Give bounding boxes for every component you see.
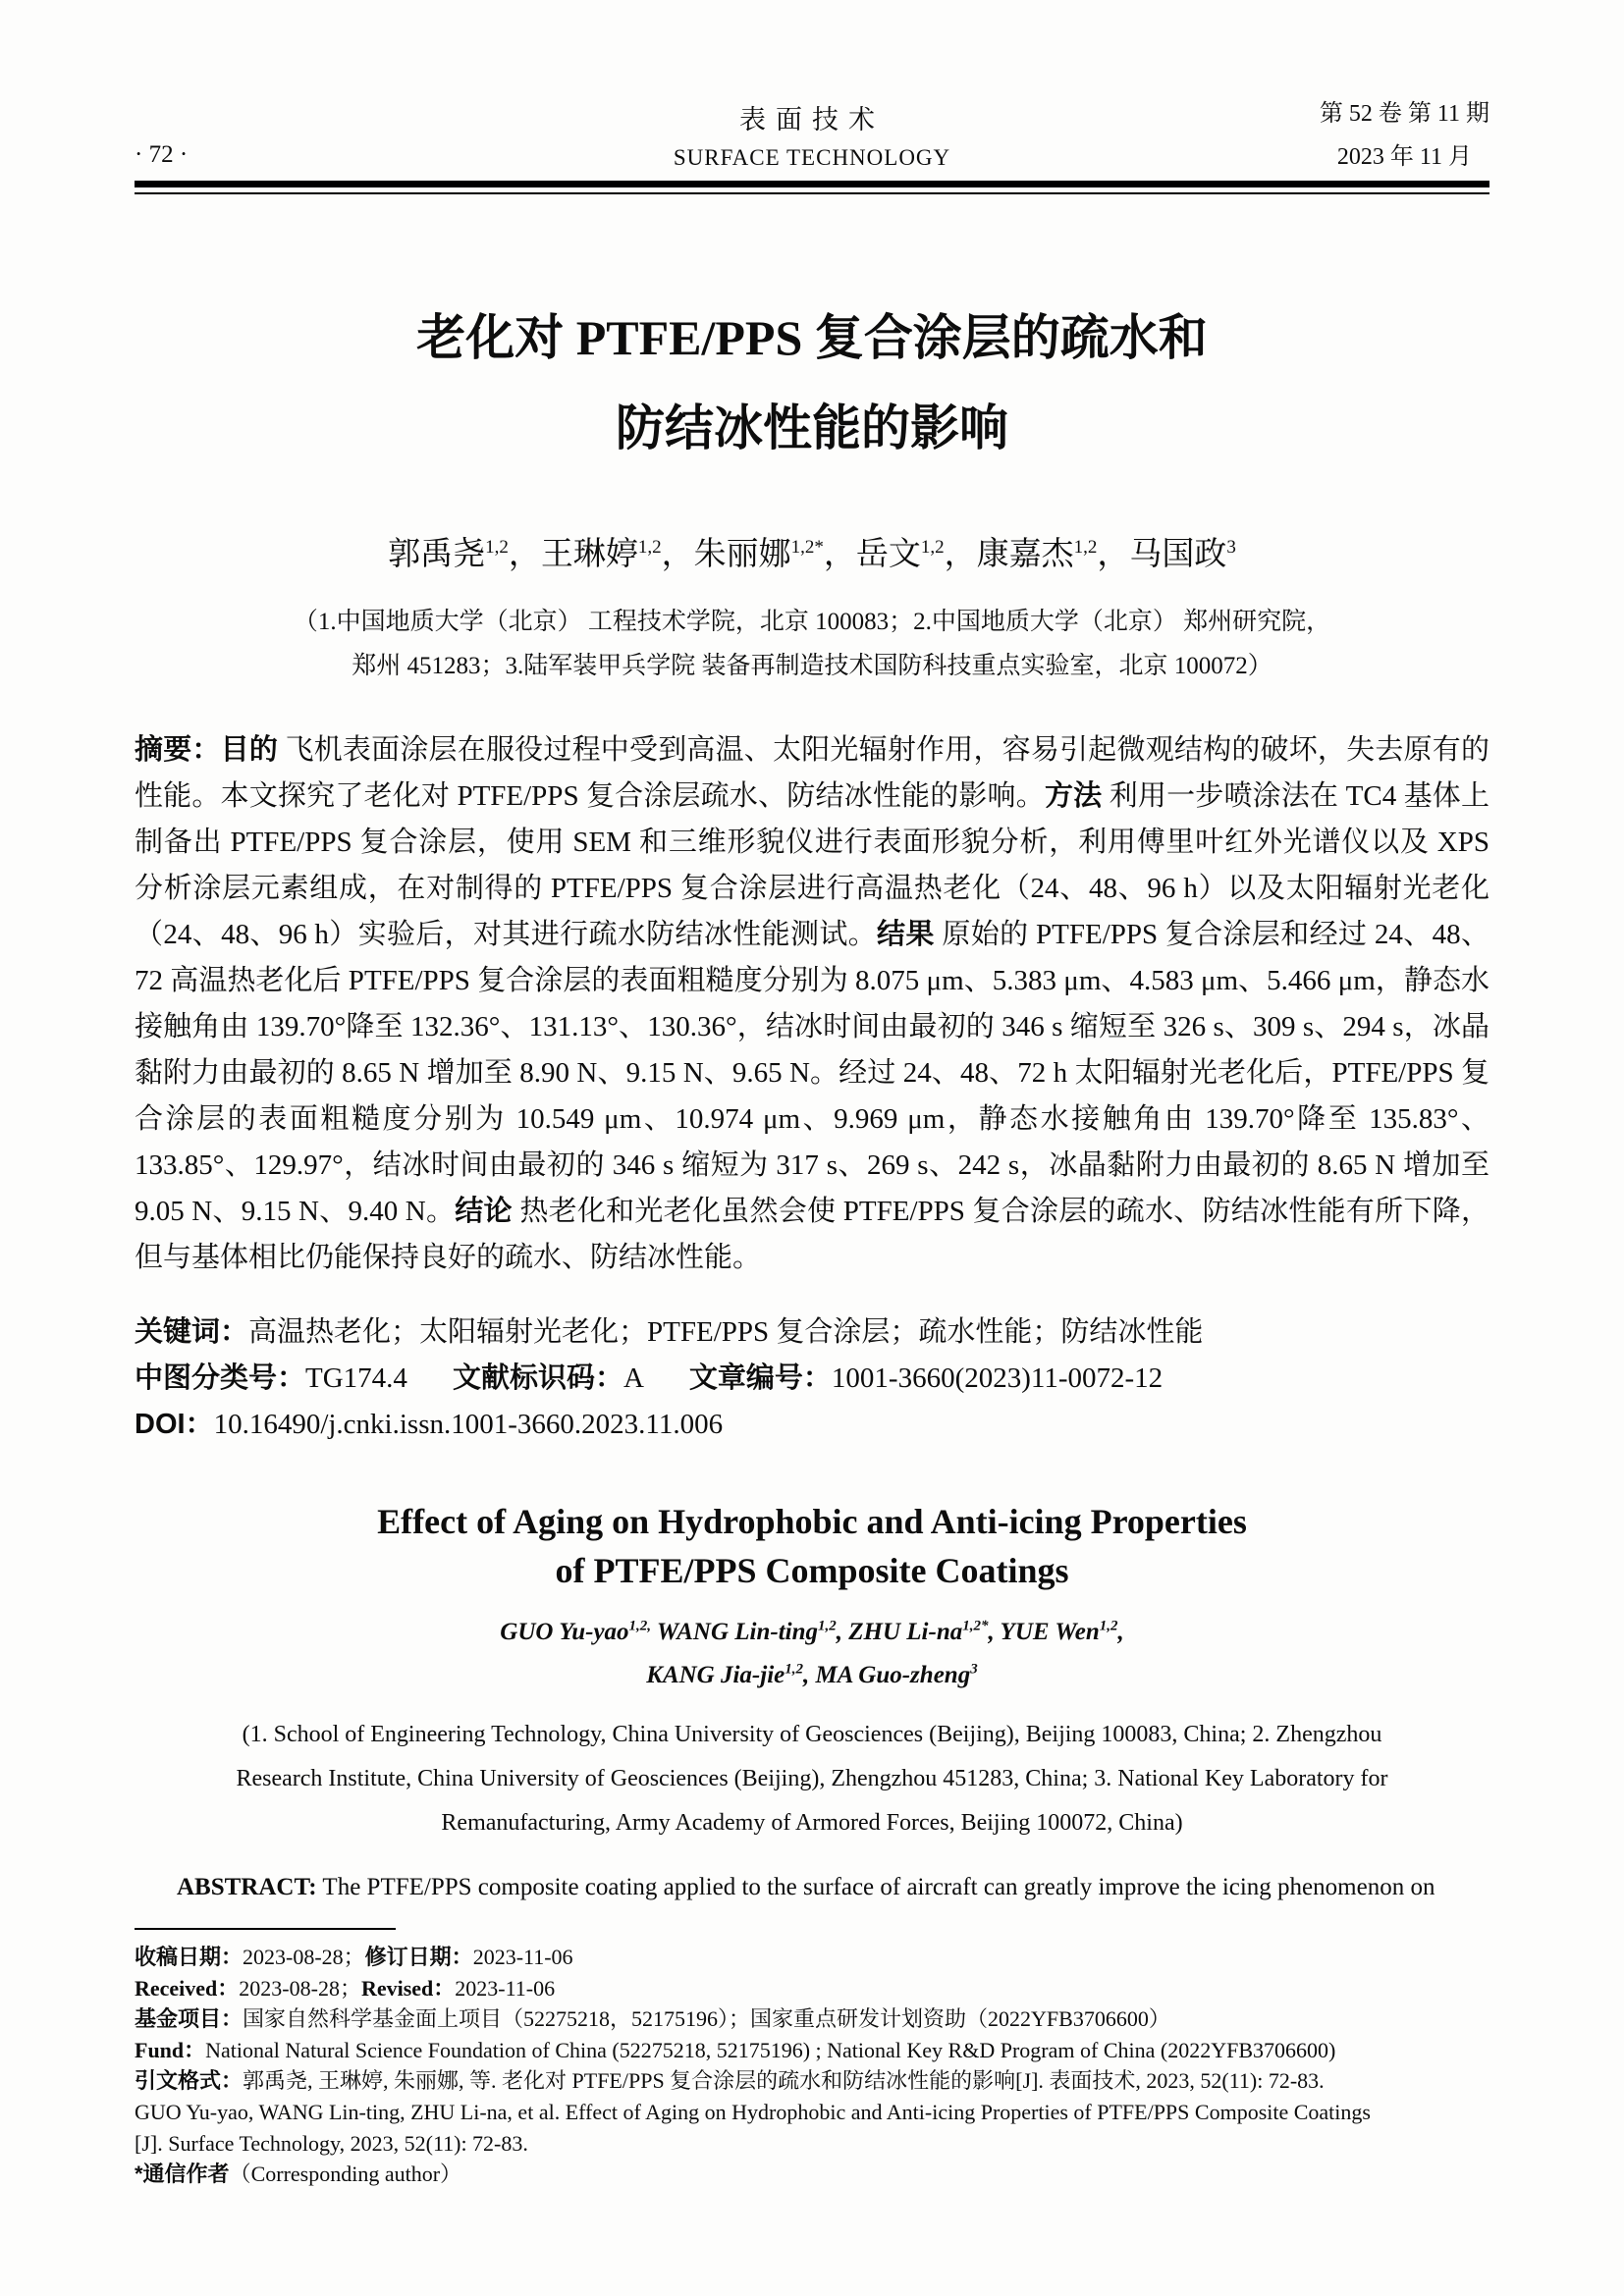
abstract-label: 摘要： <box>135 734 221 766</box>
author-affil-sup: 3 <box>1226 537 1236 558</box>
author-sep: ， <box>944 537 977 572</box>
fund-line-cn <box>135 2003 1489 2035</box>
author-affil-sup: 1,2 <box>920 537 945 558</box>
article-id-value: 1001-3660(2023)11-0072-12 <box>831 1362 1164 1394</box>
header-rule-thick <box>135 181 1489 187</box>
author-affil-sup: 1,2* <box>790 537 824 558</box>
footnote-block <box>135 1942 1489 2190</box>
author-sep: , <box>803 1662 816 1688</box>
article-title-en-line1: Effect of Aging on Hydrophobic and Anti-icing Properties <box>377 1502 1247 1541</box>
author-affil-sup: 1,2 <box>785 1661 803 1678</box>
abstract-result-text: 原始的 PTFE/PPS 复合涂层和经过 24、48、72 高温热老化后 PTFE/PPS 复合涂层的表面粗糙度分别为 8.075 μm、5.383 μm、4.583 μm、5.466 μm，静态水接触角由 139.70°降至 132.36°、131.13°、130.36°，结冰时间由最初的 346 s 缩短至 326 s、309 s、294 s，冰晶黏附力由最初的 8.65 N 增加至 8.90 N、9.15 N、9.65 N。经过 24、48、72 h 太阳辐射光老化后，PTFE/PPS 复合涂层的表面粗糙度分别为 10.549 μm、10.974 μm、9.969 μm，静态水接触角由 139.70°降至 135.83°、133.85°、129.97°，结冰时间由最初的 346 s 缩短为 317 s、269 s、242 s，冰晶黏附力由最初的 8.65 N 增加至 9.05 N、9.15 N、9.40 N。 <box>135 919 1489 1227</box>
citation-line-en2: [J]. Surface Technology, 2023, 52(11): 72-83. <box>135 2130 528 2156</box>
abstract-method-text: 利用一步喷涂法在 TC4 基体上制备出 PTFE/PPS 复合涂层，使用 SEM 和三维形貌仪进行表面形貌分析，利用傅里叶红外光谱仪以及 XPS 分析涂层元素组成，在对制得的 PTFE/PPS 复合涂层进行高温热老化（24、48、96 h）以及太阳辐射光老化（24、48、96 h）实验后，对其进行疏水防结冰性能测试。 <box>135 780 1489 950</box>
fund-text-cn: 国家自然科学基金面上项目（52275218，52175196）；国家重点研发计划资助（2022YFB3706600） <box>243 2006 1170 2032</box>
doi-value: 10.16490/j.cnki.issn.1001-3660.2023.11.006 <box>213 1409 724 1440</box>
citation-label: 引文格式： <box>135 2068 244 2094</box>
author-affil-sup: 1,2 <box>637 537 662 558</box>
revised-label-cn: 修订日期： <box>364 1945 473 1969</box>
abstract-objective-text: 飞机表面涂层在服役过程中受到高温、太阳光辐射作用，容易引起微观结构的破坏，失去原有的性能。本文探究了老化对 PTFE/PPS 复合涂层疏水、防结冰性能的影响。 <box>135 734 1489 812</box>
author-cn: 朱丽娜$^{1,2*}$， <box>693 537 856 572</box>
affiliations-cn <box>135 600 1489 688</box>
author-cn: 郭禹尧$^{1,2}$， <box>388 537 541 572</box>
author-cn: 岳文$^{1,2}$， <box>855 537 977 572</box>
author-affil-sup: 1,2 <box>818 1618 837 1634</box>
author-en: KANG Jia-jie$^{1,2}$, <box>646 1661 816 1688</box>
author-affil-sup: 1,2, <box>628 1618 652 1634</box>
corresponding-text: （Corresponding author） <box>229 2162 462 2187</box>
page-content <box>135 0 1489 2190</box>
abstract-objective-label: 目的 <box>220 734 279 766</box>
fund-label-en: Fund： <box>135 2037 206 2062</box>
author-affil-sup: 1,2 <box>1099 1618 1118 1634</box>
received-label-en: Received： <box>135 1975 240 2001</box>
issue-date: 2023 年 11 月 <box>1336 144 1472 170</box>
article-title-en-line2: of PTFE/PPS Composite Coatings <box>555 1551 1069 1590</box>
author-cn: 马国政$^3$ <box>1129 537 1236 572</box>
fund-line-en <box>135 2035 1489 2066</box>
page-number: · 72 · <box>135 141 189 168</box>
author-sep: , <box>988 1619 1001 1645</box>
received-line-cn <box>135 1942 1489 1973</box>
article-id-group <box>689 1362 1163 1394</box>
author-sep: ， <box>508 537 541 572</box>
author-cn: 康嘉杰$^{1,2}$， <box>976 537 1130 572</box>
author-en: YUE Wen$^{1,2}$, <box>1000 1618 1124 1645</box>
article-title-cn-line1: 老化对 PTFE/PPS 复合涂层的疏水和 <box>416 310 1208 365</box>
keywords-line <box>135 1309 1489 1356</box>
fund-label-cn: 基金项目： <box>135 2006 244 2032</box>
author-affil-sup: 3 <box>970 1661 978 1678</box>
keywords-label: 关键词： <box>135 1316 249 1348</box>
doc-code-label: 文献标识码： <box>452 1362 623 1394</box>
author-en: ZHU $Li-na^{1,2*}$, <box>848 1618 1001 1645</box>
clc-label: 中图分类号： <box>135 1362 306 1394</box>
author-sep: , <box>836 1619 849 1645</box>
abstract-conclusion-label: 结论 <box>455 1196 513 1227</box>
citation-text-cn: 郭禹尧, 王琳婷, 朱丽娜, 等. 老化对 PTFE/PPS 复合涂层的疏水和防结冰性能的影响[J]. 表面技术, 2023, 52(11): 72-83. <box>243 2068 1325 2094</box>
affiliations-cn-line1: （1.中国地质大学（北京） 工程技术学院，北京 100083；2.中国地质大学（北京） 郑州研究院， <box>293 609 1331 635</box>
received-value-en: 2023-08-28； <box>239 1975 361 2001</box>
journal-name-cn: 表面技术 <box>739 105 885 134</box>
header-rule-thin <box>135 192 1489 194</box>
authors-en-line2 <box>135 1654 1489 1697</box>
received-label-cn: 收稿日期： <box>135 1945 244 1969</box>
revised-value-cn: 2023-11-06 <box>472 1945 573 1969</box>
clc-value: TG174.4 <box>305 1362 407 1394</box>
fund-text-en: National Natural Science Foundation of China (52275218, 52175196) ; National Key R&D Program of China (2022YFB3706600) <box>205 2037 1336 2062</box>
footnote-divider <box>135 1928 396 1930</box>
revised-value-en: 2023-11-06 <box>455 1975 556 2001</box>
author-affil-sup: 1,2 <box>1073 537 1098 558</box>
doc-code-group <box>453 1362 644 1394</box>
author-affil-sup: 1,2 <box>485 537 509 558</box>
article-id-label: 文章编号： <box>688 1362 832 1394</box>
volume-issue: 第 52 卷 第 11 期 <box>1319 101 1489 127</box>
author-en: MA Guo-zheng$^3$ <box>815 1661 978 1688</box>
article-title-cn-line2: 防结冰性能的影响 <box>616 400 1008 455</box>
corresponding-author-line <box>135 2159 1489 2190</box>
author-cn: 王琳婷$^{1,2}$， <box>540 537 694 572</box>
running-header <box>135 0 1489 171</box>
revised-label-en: Revised： <box>360 1975 456 2001</box>
abstract-en-text: The PTFE/PPS composite coating applied to the surface of aircraft can greatly improve the icing phenomenon on <box>316 1874 1435 1900</box>
corresponding-label: *通信作者 <box>135 2162 230 2187</box>
author-sep: ， <box>1097 537 1130 572</box>
author-sep: ， <box>661 537 694 572</box>
abstract-method-label: 方法 <box>1044 780 1103 812</box>
clc-group <box>135 1362 407 1394</box>
affiliations-en-line1: (1. School of Engineering Technology, China University of Geosciences (Beijing), Beijing 100083, China; 2. Zhengzhou <box>242 1722 1382 1747</box>
affiliations-en-line3: Remanufacturing, Army Academy of Armored Forces, Beijing 100072, China) <box>441 1810 1183 1836</box>
doi-label: DOI： <box>135 1409 214 1440</box>
received-line-en <box>135 1973 1489 2004</box>
abstract-cn <box>135 727 1489 1281</box>
journal-name-en: SURFACE TECHNOLOGY <box>673 145 951 170</box>
author-affil-sup: 1,2* <box>962 1618 989 1634</box>
authors-en <box>135 1611 1489 1697</box>
journal-name-block <box>674 98 950 171</box>
authors-en-line1 <box>135 1611 1489 1654</box>
citation-line-cn <box>135 2065 1489 2097</box>
article-title-en <box>135 1497 1489 1595</box>
issue-info-block <box>1320 93 1489 171</box>
abstract-conclusion-text: 热老化和光老化虽然会使 PTFE/PPS 复合涂层的疏水、防结冰性能有所下降，但与基体相比仍能保持良好的疏水、防结冰性能。 <box>135 1196 1489 1273</box>
abstract-result-label: 结果 <box>877 919 935 950</box>
author-en: WANG Lin-ting$^{1,2}$, <box>656 1618 849 1645</box>
abstract-en <box>135 1871 1489 1903</box>
article-title-cn <box>135 293 1489 473</box>
author-en: GUO Yu-yao$^{1,2,}$ <box>500 1619 657 1645</box>
doc-code-value: A <box>623 1362 644 1394</box>
received-value-cn: 2023-08-28； <box>243 1945 365 1969</box>
affiliations-en-line2: Research Institute, China University of Geosciences (Beijing), Zhengzhou 451283, China; 3. National Key Laboratory for <box>236 1766 1388 1791</box>
citation-line-en1: GUO Yu-yao, WANG Lin-ting, ZHU Li-na, et al. Effect of Aging on Hydrophobic and Anti-icing Properties of PTFE/PPS Composite Coatings <box>135 2099 1371 2124</box>
keywords-text: 高温热老化；太阳辐射光老化；PTFE/PPS 复合涂层；疏水性能；防结冰性能 <box>248 1316 1204 1348</box>
affiliations-en <box>135 1713 1489 1845</box>
classification-line <box>135 1356 1489 1402</box>
author-sep: ， <box>823 537 856 572</box>
author-sep: , <box>1117 1619 1124 1645</box>
authors-cn <box>135 528 1489 574</box>
affiliations-cn-line2: 郑州 451283；3.陆军装甲兵学院 装备再制造技术国防科技重点实验室，北京 100072） <box>352 653 1272 679</box>
abstract-en-label: ABSTRACT: <box>177 1874 317 1900</box>
doi-line <box>135 1402 1489 1448</box>
